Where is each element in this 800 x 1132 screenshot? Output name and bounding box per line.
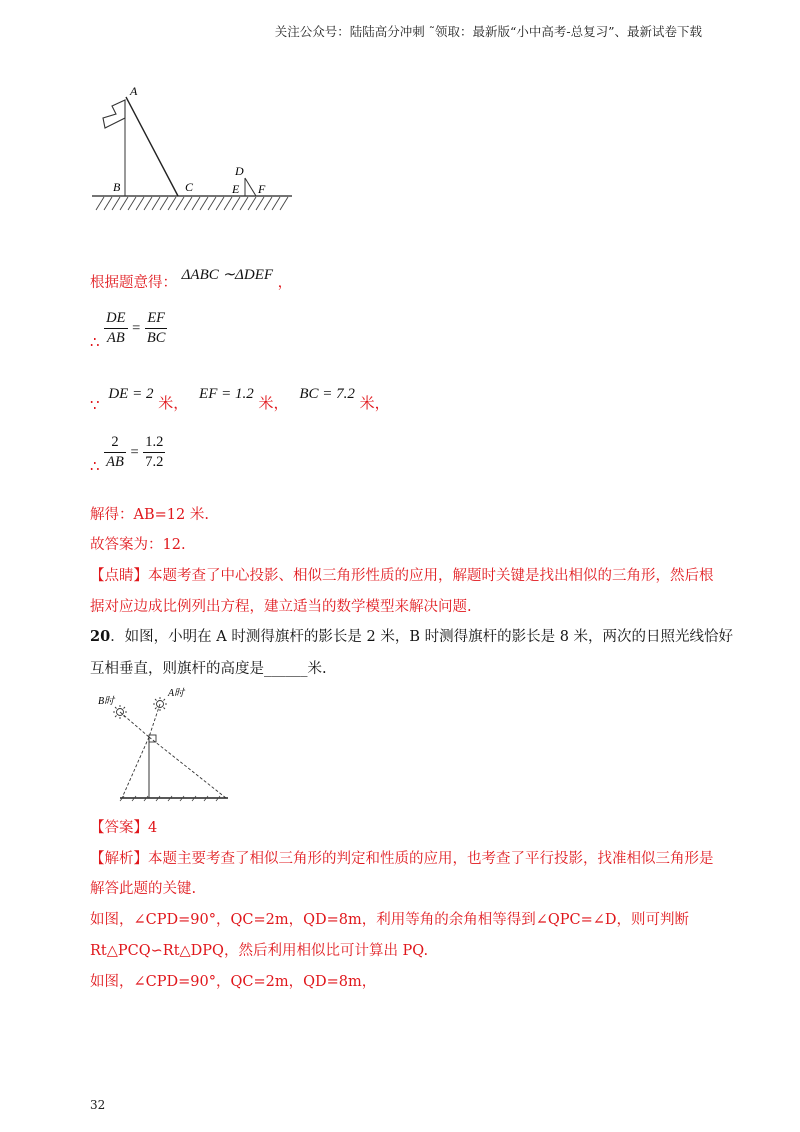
de-value: DE = 2 [108, 386, 154, 402]
similarity-expression: ΔABC ∼ΔDEF [181, 267, 274, 283]
label-a-time: A时 [168, 688, 185, 699]
fraction-1.2-7.2 [143, 434, 165, 471]
unit-meter: 米， [158, 394, 189, 412]
label-d: D [235, 164, 244, 178]
unit-meter: 米， [359, 394, 390, 412]
denominator: AB [106, 330, 125, 346]
numerator: DE [104, 310, 127, 329]
label-c: C [185, 180, 194, 194]
numerator: EF [145, 310, 168, 329]
equals-sign: = [132, 320, 141, 337]
fraction-ef-bc [145, 310, 168, 347]
question-20-line1 [90, 627, 733, 647]
question-number: 20 [90, 628, 111, 645]
numeric-ratio-equation [90, 434, 165, 475]
fraction-2-ab [104, 434, 126, 471]
question-text: ．如图，小明在 A 时测得旗杆的影长是 2 米，B 时测得旗杆的影长是 8 米，两次的日照光线恰好 [110, 629, 734, 645]
answer-20: 【答案】4 [90, 820, 158, 836]
similarity-suffix: ， [277, 275, 293, 291]
because-symbol: ∵ [90, 396, 100, 414]
fraction-de-ab [104, 310, 127, 347]
page-number: 32 [90, 1098, 106, 1112]
page-header: 关注公众号：陆陆高分冲刺 ˜领取：最新版“小中高考-总复习”、最新试卷下载 [274, 24, 702, 39]
unit-meter: 米， [258, 394, 289, 412]
comment-line-2: 据对应边成比例列出方程，建立适当的数学模型来解决问题. [90, 599, 472, 615]
numerator: 1.2 [143, 434, 165, 453]
ef-value: EF = 1.2 [199, 386, 254, 402]
bc-value: BC = 7.2 [299, 386, 355, 402]
denominator: 7.2 [145, 454, 164, 470]
analysis-line-3: 如图，∠CPD=90°，QC=2m，QD=8m，利用等角的余角相等得到∠QPC=∠D，则可判断 [90, 912, 690, 928]
ratio-equation [90, 310, 167, 351]
label-f: F [258, 182, 266, 196]
analysis-line-5: 如图，∠CPD=90°，QC=2m，QD=8m， [90, 974, 377, 990]
two-sun-times-figure [92, 682, 242, 807]
comment-line: 【点睛】本题考查了中心投影、相似三角形性质的应用，解题时关键是找出相似的三角形，然后根 [90, 568, 714, 584]
label-b: B [113, 180, 121, 194]
analysis-line-2: 解答此题的关键. [90, 881, 197, 897]
solved-line: 解得：AB=12 米. [90, 507, 209, 523]
similarity-prefix: 根据题意得： [90, 275, 177, 291]
analysis-line-4: Rt△PCQ∽Rt△DPQ，然后利用相似比可计算出 PQ. [90, 943, 429, 959]
numerator: 2 [104, 434, 126, 453]
question-20-line2: 互相垂直，则旗杆的高度是______米. [90, 661, 327, 677]
label-a: A [130, 84, 138, 98]
analysis-line-1: 【解析】本题主要考查了相似三角形的判定和性质的应用，也考查了平行投影，找准相似三角形是 [90, 851, 714, 867]
given-values-line [90, 383, 390, 414]
therefore-symbol: ∴ [90, 456, 100, 475]
label-b-time: B时 [98, 696, 115, 707]
therefore-symbol: ∴ [90, 332, 100, 351]
label-e: E [232, 182, 240, 196]
denominator: AB [106, 454, 124, 470]
equals-sign: = [130, 444, 139, 461]
denominator: BC [146, 330, 166, 346]
similarity-line [90, 267, 293, 293]
answer-line: 故答案为：12. [90, 537, 186, 553]
flagpole-shadow-figure [88, 80, 298, 215]
